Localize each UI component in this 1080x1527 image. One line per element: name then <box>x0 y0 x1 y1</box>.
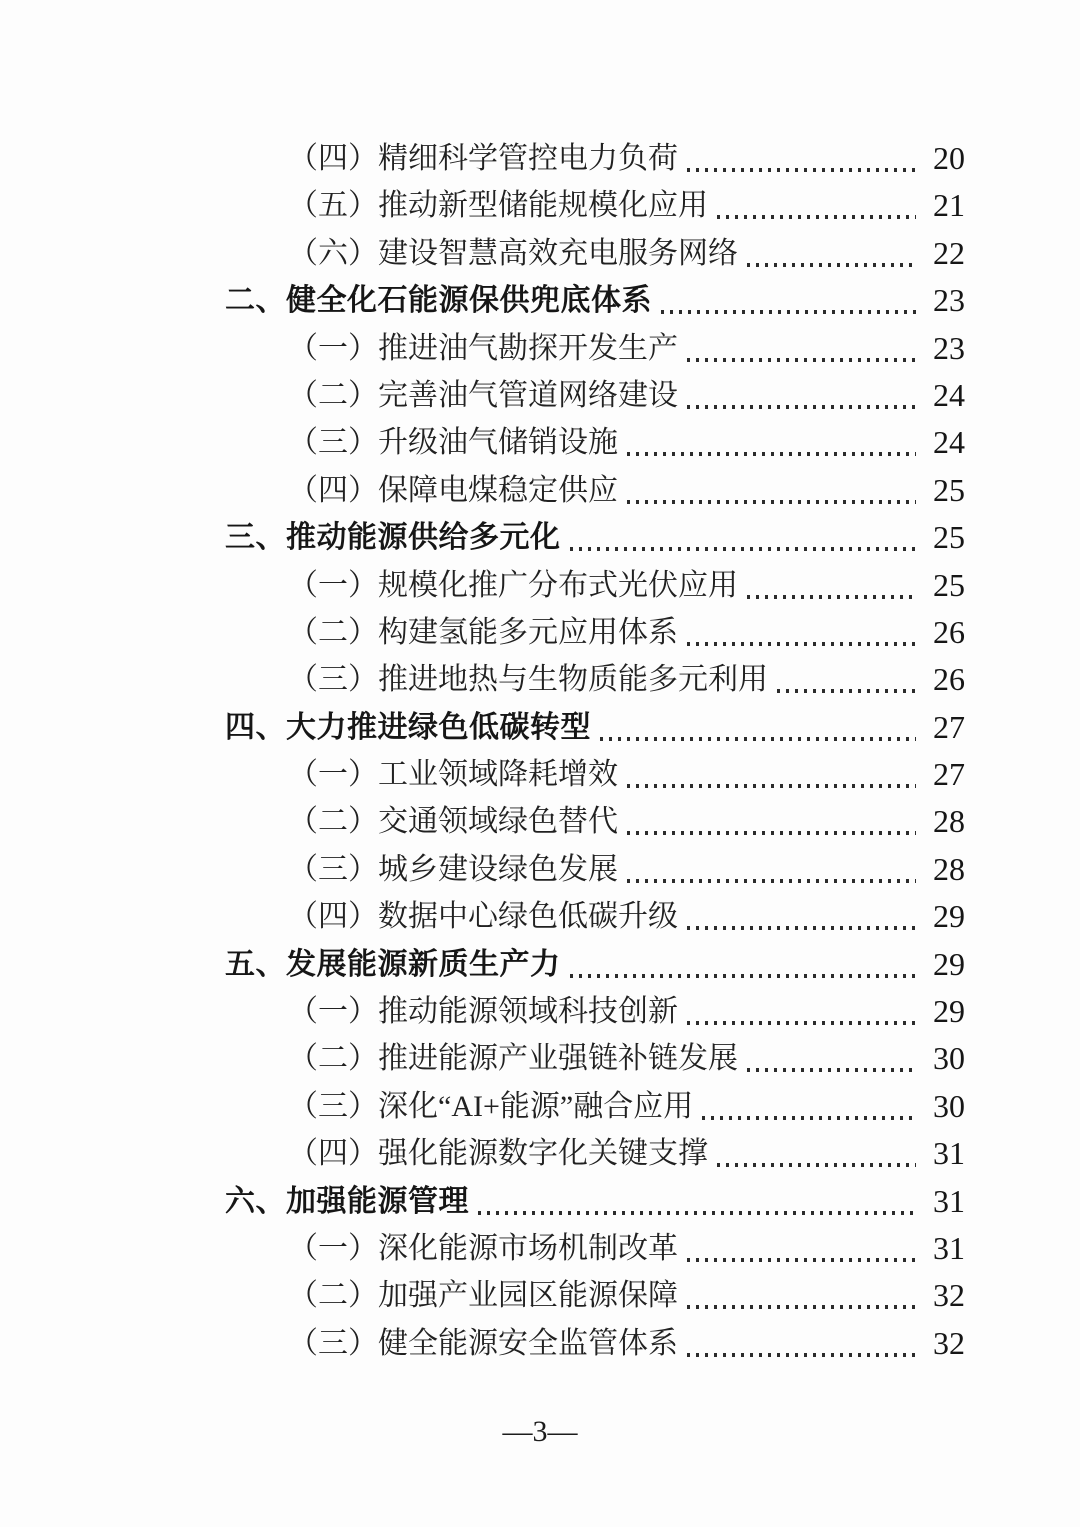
dot-leader-icon <box>687 358 916 362</box>
toc-entry-page-number: 26 <box>933 661 965 698</box>
dot-leader-icon <box>570 547 917 551</box>
dot-leader-icon <box>687 168 916 172</box>
toc-entry-label: （二）构建氢能多元应用体系 <box>288 615 678 649</box>
toc-entry-page-number: 23 <box>933 282 965 319</box>
toc-entry-page-number: 21 <box>933 187 965 224</box>
toc-entry-sub <box>225 1225 965 1272</box>
toc-entry-sub <box>225 562 965 609</box>
dot-leader-icon <box>478 1211 916 1215</box>
toc-entry-label: （一）推进油气勘探开发生产 <box>288 331 678 365</box>
toc-entry-page-number: 28 <box>933 850 965 887</box>
table-of-contents <box>225 135 965 1367</box>
toc-entry-label: （二）完善油气管道网络建设 <box>288 378 678 412</box>
toc-entry-label: 六、加强能源管理 <box>225 1184 469 1218</box>
toc-entry-sub <box>225 1320 965 1367</box>
toc-entry-sub <box>225 1130 965 1177</box>
toc-entry-label: （三）深化“AI+能源”融合应用 <box>288 1089 694 1123</box>
toc-entry-sub <box>225 372 965 419</box>
dot-leader-icon <box>687 926 916 930</box>
toc-entry-label: （三）健全能源安全监管体系 <box>288 1326 678 1360</box>
toc-entry-page-number: 30 <box>933 1087 965 1124</box>
dot-leader-icon <box>600 737 916 741</box>
toc-entry-page-number: 27 <box>933 756 965 793</box>
toc-entry-sub <box>225 751 965 798</box>
dot-leader-icon <box>570 974 917 978</box>
toc-entry-page-number: 25 <box>933 566 965 603</box>
toc-entry-label: （二）加强产业园区能源保障 <box>288 1279 678 1313</box>
toc-entry-label: （一）推动能源领域科技创新 <box>288 995 678 1029</box>
toc-entry-page-number: 24 <box>933 424 965 461</box>
dot-leader-icon <box>627 452 916 456</box>
toc-entry-label: （二）交通领域绿色替代 <box>288 805 618 839</box>
footer-page-number: —3— <box>502 1415 578 1448</box>
toc-entry-sub <box>225 893 965 940</box>
toc-entry-sub <box>225 182 965 229</box>
toc-entry-label: （五）推动新型储能规模化应用 <box>288 189 708 223</box>
dot-leader-icon <box>627 500 916 504</box>
toc-entry-label: （三）升级油气储销设施 <box>288 426 618 460</box>
toc-entry-sub <box>225 988 965 1035</box>
toc-entry-section <box>225 1178 965 1225</box>
dot-leader-icon <box>687 405 916 409</box>
dot-leader-icon <box>777 689 916 693</box>
toc-entry-page-number: 24 <box>933 376 965 413</box>
dot-leader-icon <box>702 1116 916 1120</box>
toc-entry-page-number: 22 <box>933 234 965 271</box>
toc-entry-label: （一）深化能源市场机制改革 <box>288 1231 678 1265</box>
toc-entry-sub <box>225 1272 965 1319</box>
toc-entry-section <box>225 941 965 988</box>
toc-entry-sub <box>225 1035 965 1082</box>
toc-entry-label: （二）推进能源产业强链补链发展 <box>288 1042 738 1076</box>
toc-entry-label: （四）强化能源数字化关键支撑 <box>288 1137 708 1171</box>
toc-entry-sub <box>225 609 965 656</box>
toc-entry-page-number: 29 <box>933 898 965 935</box>
toc-entry-label: 三、推动能源供给多元化 <box>225 521 561 555</box>
toc-entry-label: （三）推进地热与生物质能多元利用 <box>288 663 768 697</box>
dot-leader-icon <box>627 879 916 883</box>
toc-entry-sub <box>225 467 965 514</box>
toc-entry-page-number: 20 <box>933 140 965 176</box>
toc-entry-page-number: 27 <box>933 708 965 745</box>
toc-entry-label: （四）精细科学管控电力负荷 <box>288 142 678 175</box>
toc-entry-page-number: 32 <box>933 1324 965 1361</box>
toc-entry-sub <box>225 325 965 372</box>
toc-entry-sub <box>225 846 965 893</box>
dot-leader-icon <box>747 595 916 599</box>
dot-leader-icon <box>687 1305 916 1309</box>
toc-entry-sub <box>225 1083 965 1130</box>
toc-entry-label: （一）规模化推广分布式光伏应用 <box>288 568 738 602</box>
dot-leader-icon <box>627 831 916 835</box>
toc-entry-page-number: 23 <box>933 329 965 366</box>
toc-entry-label: （三）城乡建设绿色发展 <box>288 852 618 886</box>
toc-entry-page-number: 29 <box>933 945 965 982</box>
toc-entry-label: （四）数据中心绿色低碳升级 <box>288 900 678 934</box>
toc-entry-label: （一）工业领域降耗增效 <box>288 758 618 792</box>
toc-entry-label: （四）保障电煤稳定供应 <box>288 473 618 507</box>
toc-entry-page-number: 25 <box>933 519 965 556</box>
dot-leader-icon <box>687 642 916 646</box>
toc-entry-page-number: 25 <box>933 471 965 508</box>
toc-entry-sub <box>225 419 965 466</box>
toc-entry-sub <box>225 135 965 182</box>
toc-entry-page-number: 32 <box>933 1277 965 1314</box>
toc-entry-page-number: 28 <box>933 803 965 840</box>
toc-entry-section <box>225 277 965 324</box>
toc-entry-section <box>225 514 965 561</box>
dot-leader-icon <box>747 263 916 267</box>
toc-entry-label: 四、大力推进绿色低碳转型 <box>225 710 591 744</box>
toc-entry-section <box>225 704 965 751</box>
dot-leader-icon <box>687 1021 916 1025</box>
toc-entry-page-number: 26 <box>933 613 965 650</box>
dot-leader-icon <box>717 215 916 219</box>
dot-leader-icon <box>687 1258 916 1262</box>
dot-leader-icon <box>687 1353 916 1357</box>
page-footer <box>0 1408 1080 1455</box>
toc-entry-page-number: 31 <box>933 1182 965 1219</box>
toc-entry-page-number: 29 <box>933 993 965 1030</box>
toc-entry-sub <box>225 798 965 845</box>
toc-entry-label: 五、发展能源新质生产力 <box>225 947 561 981</box>
dot-leader-icon <box>627 784 916 788</box>
toc-entry-label: （六）建设智慧高效充电服务网络 <box>288 236 738 270</box>
toc-entry-page-number: 30 <box>933 1040 965 1077</box>
dot-leader-icon <box>661 310 916 314</box>
toc-entry-sub <box>225 656 965 703</box>
toc-entry-page-number: 31 <box>933 1229 965 1266</box>
dot-leader-icon <box>747 1068 916 1072</box>
toc-entry-page-number: 31 <box>933 1135 965 1172</box>
toc-entry-label: 二、健全化石能源保供兜底体系 <box>225 284 652 318</box>
toc-entry-sub <box>225 230 965 277</box>
dot-leader-icon <box>717 1163 916 1167</box>
